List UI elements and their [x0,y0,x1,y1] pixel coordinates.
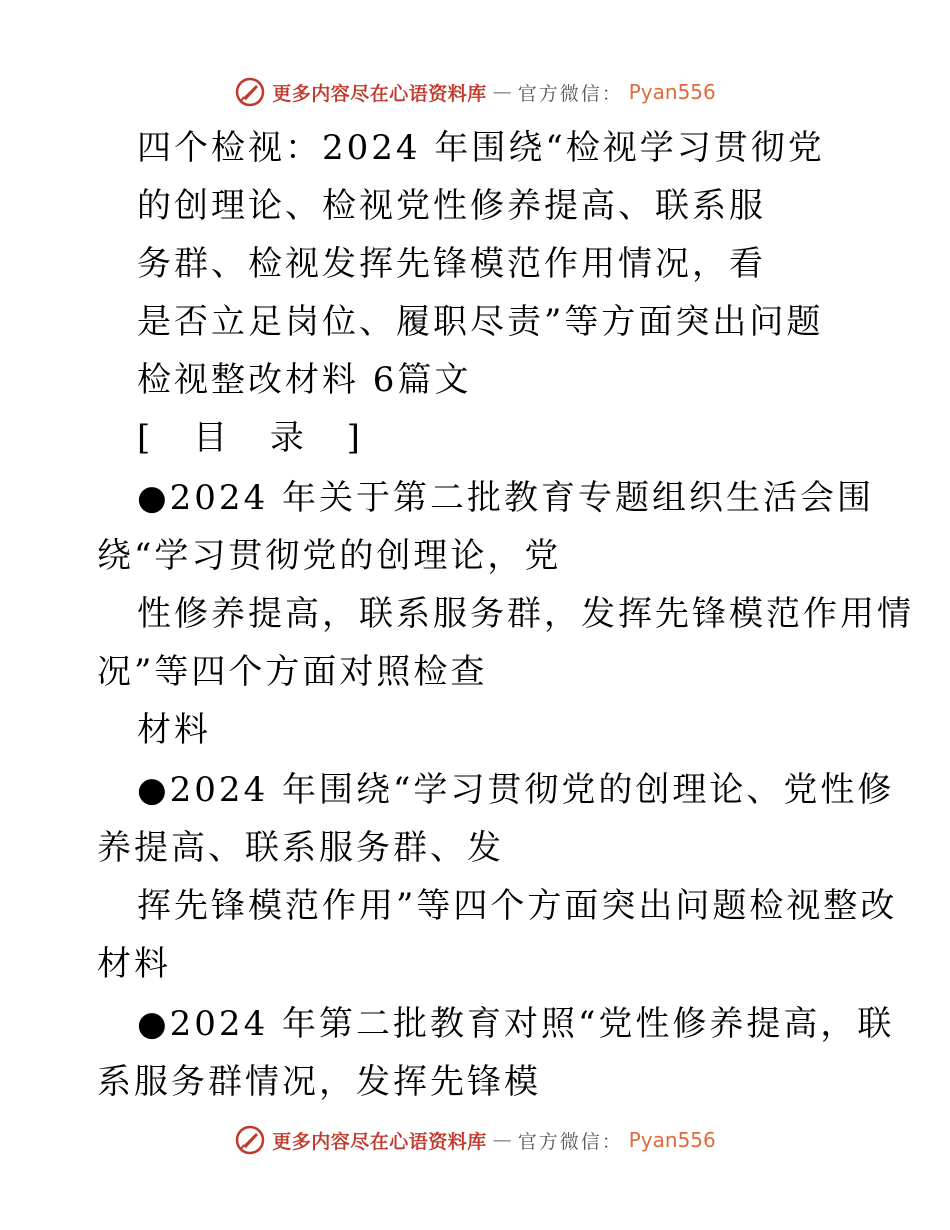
header-banner [0,72,950,112]
toc-item-line: 材料 [97,944,171,984]
toc-item-line: 材料 [137,710,211,750]
banner-wechat-label: 官方微信： [517,82,623,105]
footer-banner [0,1120,950,1160]
quill-logo-icon [234,76,266,108]
banner-site-text: 更多内容尽在心语资料库 [272,82,487,105]
doc-title-line-3: 务群、检视发挥先锋模范作用情况，看 [137,244,766,284]
doc-title-line-4: 是否立足岗位、履职尽责”等方面突出问题 [137,302,824,342]
banner-wechat-id: Pyan556 [628,80,716,104]
toc-item-line: ●2024 年关于第二批教育专题组织生活会围 [137,478,875,518]
toc-item-line: 系服务群情况，发挥先锋模 [97,1062,541,1102]
banner-dash: — [492,1129,512,1151]
quill-logo-icon [234,1124,266,1156]
toc-item-line: 性修养提高，联系服务群，发挥先锋模范作用情 [137,594,914,634]
banner-wechat-label: 官方微信： [517,1130,623,1153]
toc-heading: [ 目 录 ] [137,418,376,458]
banner-site-text: 更多内容尽在心语资料库 [272,1130,487,1153]
doc-title-line-5: 检视整改材料 6篇文 [137,360,472,400]
toc-item-line: 挥先锋模范作用”等四个方面突出问题检视整改 [137,886,898,926]
toc-item-line: 绕“学习贯彻党的创理论，党 [97,536,562,576]
banner-wechat-id: Pyan556 [628,1128,716,1152]
toc-item-line: 况”等四个方面对照检查 [97,652,488,692]
doc-title-line-2: 的创理论、检视党性修养提高、联系服 [137,186,766,226]
doc-title-line-1: 四个检视：2024 年围绕“检视学习贯彻党 [137,128,825,168]
banner-dash: — [492,81,512,103]
toc-item-line: ●2024 年围绕“学习贯彻党的创理论、党性修 [137,770,895,810]
toc-item-line: 养提高、联系服务群、发 [97,828,504,868]
toc-item-line: ●2024 年第二批教育对照“党性修养提高，联 [137,1004,895,1044]
